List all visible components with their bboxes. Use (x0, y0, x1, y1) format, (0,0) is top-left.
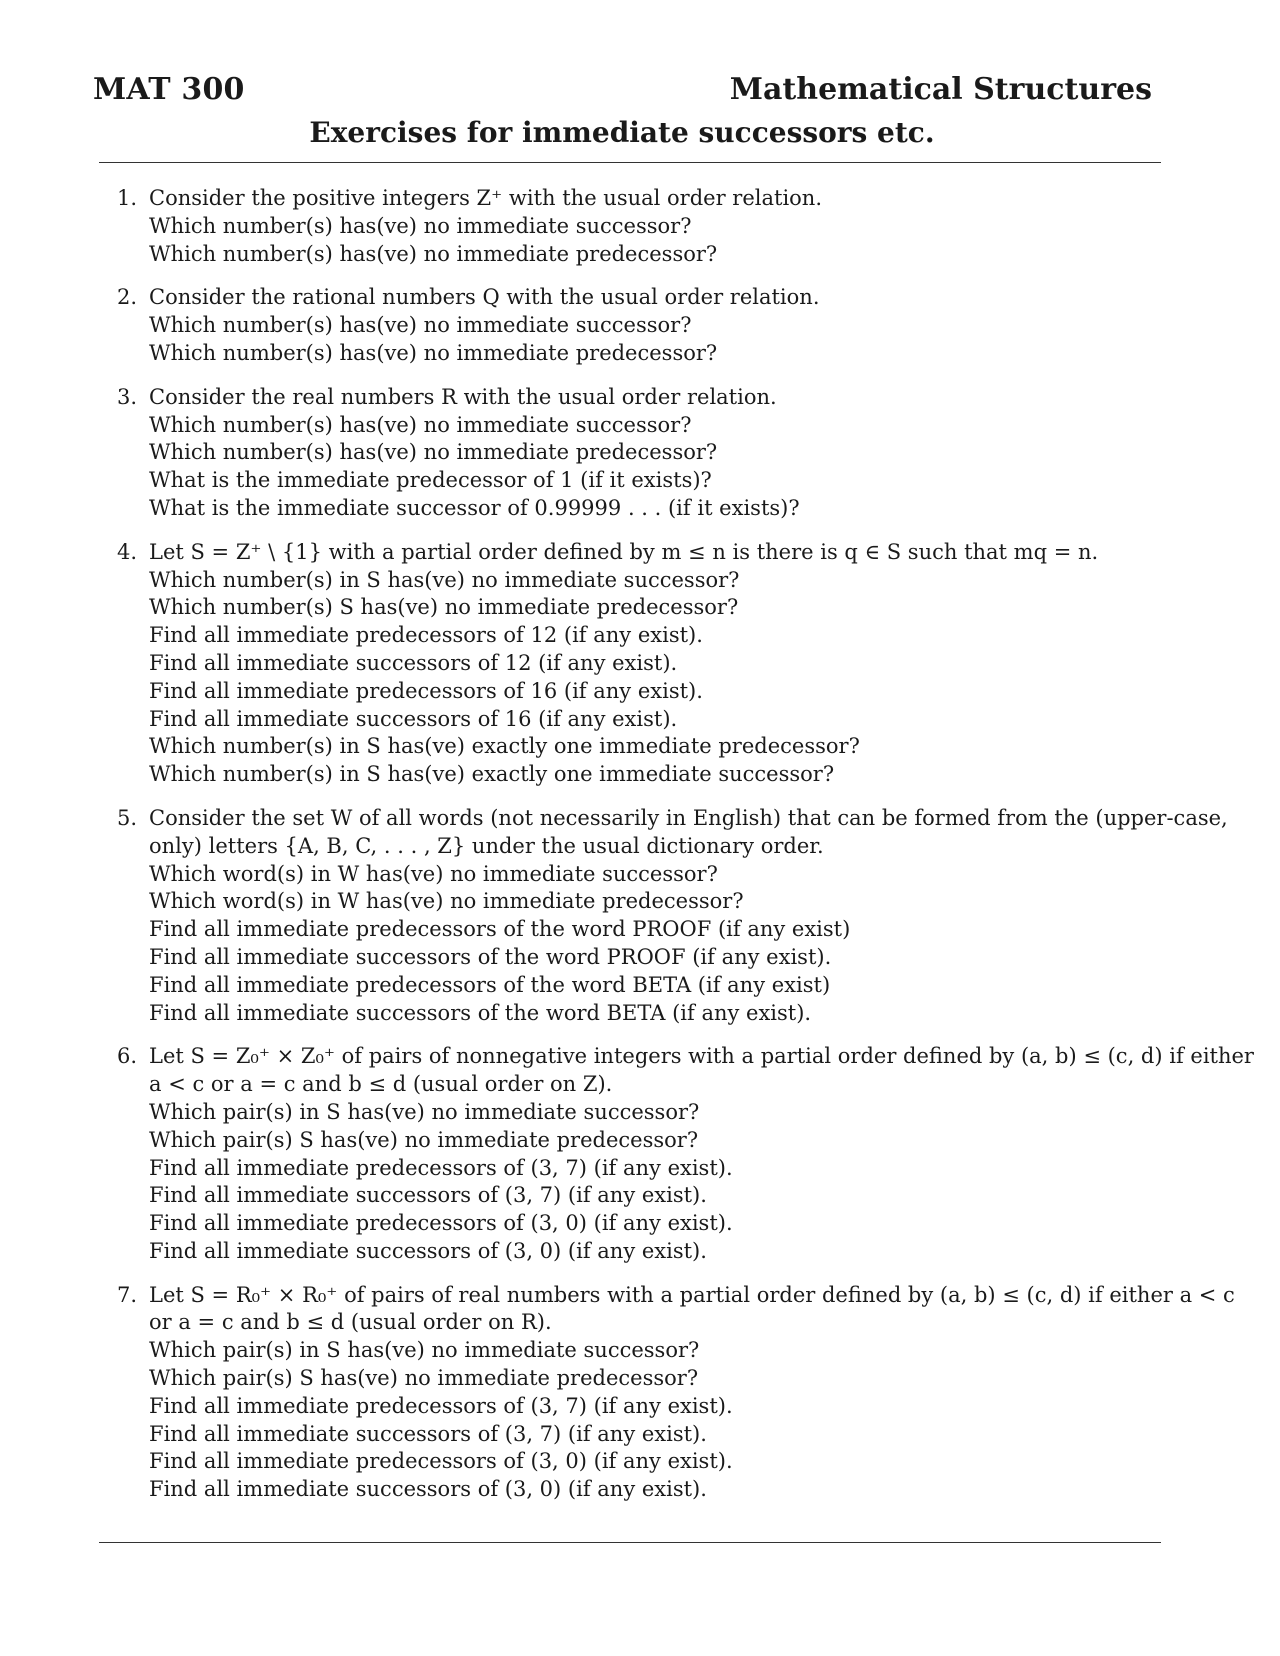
problem-line: Which word(s) in W has(ve) no immediate successor? (149, 861, 718, 886)
problem-item (99, 539, 1163, 789)
problem-line: Find all immediate predecessors of the word BETA (if any exist) (149, 972, 831, 997)
problem-line: Find all immediate predecessors of (3, 7) (if any exist). (149, 1155, 733, 1180)
problem-line: Let S = Z⁺ \ {1} with a partial order defined by m ≤ n is there is q ∈ S such that mq = n. (149, 539, 1099, 564)
top-rule (99, 162, 1161, 163)
problem-list (99, 185, 1254, 1520)
problem-item (99, 284, 1163, 367)
page-title: Exercises for immediate successors etc. (309, 116, 935, 149)
problem-line: Which number(s) in S has(ve) no immediate successor? (149, 567, 740, 592)
problem-line: Which pair(s) in S has(ve) no immediate successor? (149, 1099, 700, 1124)
problem-item (99, 805, 1228, 1027)
problem-item (99, 1282, 1235, 1504)
problem-line: Find all immediate predecessors of (3, 0) (if any exist). (149, 1449, 733, 1474)
problem-line: Consider the real numbers R with the usual order relation. (149, 384, 777, 409)
problem-line: Find all immediate successors of 12 (if any exist). (149, 650, 678, 675)
problem-line: Find all immediate predecessors of (3, 0) (if any exist). (149, 1211, 733, 1236)
problem-line: Which number(s) has(ve) no immediate successor? (149, 313, 692, 338)
problem-line: Consider the positive integers Z⁺ with the usual order relation. (149, 186, 823, 210)
course-title: Mathematical Structures (729, 72, 1152, 107)
problem-item (99, 1043, 1254, 1265)
problem-line: only) letters {A, B, C, . . . , Z} under the usual dictionary order. (149, 833, 824, 858)
problem-line: Find all immediate successors of 16 (if any exist). (149, 706, 678, 731)
problem-line: Which number(s) has(ve) no immediate predecessor? (149, 340, 718, 365)
problem-number: 4. (117, 539, 138, 564)
problem-line: Let S = Z₀⁺ × Z₀⁺ of pairs of nonnegative integers with a partial order defined by (a, b) ≤ (c, d) if either (149, 1044, 1254, 1069)
problem-line: Let S = R₀⁺ × R₀⁺ of pairs of real numbers with a partial order defined by (a, b) ≤ (c, d) if either a < c (149, 1282, 1235, 1307)
problem-line: Which number(s) has(ve) no immediate successor? (149, 412, 692, 437)
problem-number: 5. (117, 805, 138, 830)
bottom-rule (99, 1542, 1161, 1543)
problem-line: Find all immediate successors of (3, 7) (if any exist). (149, 1183, 707, 1208)
problem-line: a < c or a = c and b ≤ d (usual order on Z). (149, 1072, 613, 1097)
problem-number: 6. (117, 1044, 138, 1069)
problem-line: Which pair(s) in S has(ve) no immediate successor? (149, 1338, 700, 1363)
problem-line: Which pair(s) S has(ve) no immediate predecessor? (149, 1127, 699, 1152)
problem-line: What is the immediate predecessor of 1 (if it exists)? (149, 468, 712, 493)
problem-line: Which word(s) in W has(ve) no immediate predecessor? (149, 889, 744, 914)
problem-line: Consider the set W of all words (not necessarily in English) that can be formed from the (upper-case, (149, 805, 1228, 830)
problem-line: Find all immediate successors of the word BETA (if any exist). (149, 1000, 812, 1025)
problem-line: Which number(s) has(ve) no immediate predecessor? (149, 241, 718, 266)
problem-line: Find all immediate predecessors of the word PROOF (if any exist) (149, 917, 851, 942)
problem-item (99, 185, 1163, 268)
problem-number: 1. (117, 186, 138, 210)
problem-line: Find all immediate successors of (3, 0) (if any exist). (149, 1477, 707, 1502)
problem-line: Consider the rational numbers Q with the usual order relation. (149, 285, 820, 310)
problem-line: What is the immediate successor of 0.99999 . . . (if it exists)? (149, 495, 800, 520)
problem-line: or a = c and b ≤ d (usual order on R). (149, 1310, 552, 1335)
problem-number: 2. (117, 285, 138, 310)
problem-item (99, 384, 1163, 523)
problem-line: Find all immediate predecessors of 12 (if any exist). (149, 623, 703, 648)
problem-number: 7. (117, 1282, 138, 1307)
problem-line: Which number(s) in S has(ve) exactly one immediate successor? (149, 762, 835, 787)
problem-line: Find all immediate successors of (3, 7) (if any exist). (149, 1421, 707, 1446)
problem-line: Which number(s) in S has(ve) exactly one immediate predecessor? (149, 734, 860, 759)
course-code: MAT 300 (93, 72, 245, 107)
problem-line: Which number(s) has(ve) no immediate successor? (149, 213, 692, 238)
problem-line: Find all immediate successors of (3, 0) (if any exist). (149, 1238, 707, 1263)
problem-line: Find all immediate predecessors of 16 (if any exist). (149, 678, 703, 703)
problem-number: 3. (117, 384, 138, 409)
problem-line: Find all immediate successors of the word PROOF (if any exist). (149, 944, 832, 969)
problem-line: Which number(s) S has(ve) no immediate predecessor? (149, 595, 739, 620)
problem-line: Which number(s) has(ve) no immediate predecessor? (149, 440, 718, 465)
problem-line: Find all immediate predecessors of (3, 7) (if any exist). (149, 1393, 733, 1418)
problem-line: Which pair(s) S has(ve) no immediate predecessor? (149, 1366, 699, 1391)
